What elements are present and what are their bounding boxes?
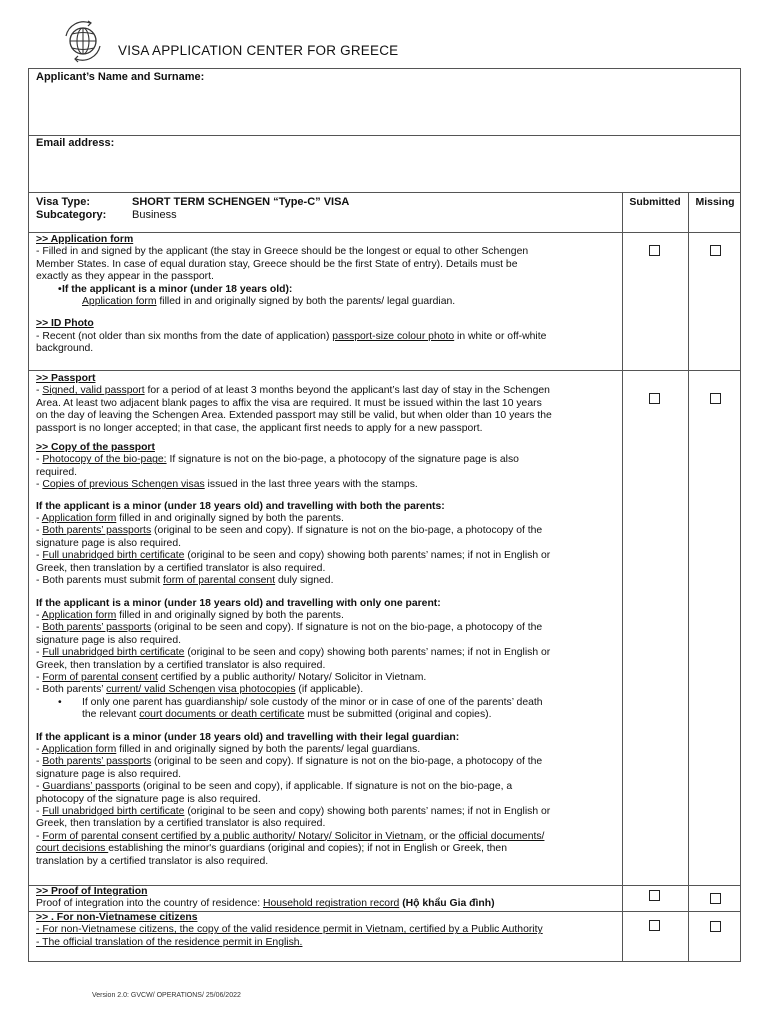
inline-link: Guardians’ passports bbox=[42, 781, 141, 793]
inline-link: passport-size colour photo bbox=[332, 330, 455, 342]
text-span: (original to be seen and copy), if applicable. If signature is not on the bio-page, a bbox=[140, 781, 513, 793]
passport-section: >> Passport - Signed, valid passport for a period of at least 3 months beyond the applicant’s last day of stay in the Schengen Area. At least two adjacent blank pages to affix the visa are required. It must be issued within the last 10 years on the day of leaving the Schengen Area. Extended passport may still be valid, but when older than 10 years the passport is no longer accepted; in that case, the applicant first needs to apply for a new passport. >> Copy of the passport - Photocopy of the bio-page: If signature is not on the bio-page, a photocopy of the signature page is also required. - Copies of previous Schengen visas issued in the last three years with the stamps. If the applicant is a minor (under 18 years old) and travelling with both the parents: - Application form filled in and originally signed by both the parents. - Both parents’ passports (original to be seen and copy). If signature is not on the bio-page, a photocopy of the signature page is also required. - Full unabridged birth certificate (original to be seen and copy) showing both parents’ names; if not in English or Greek, then translation by a certified translator is also required. - Both parents must submit form of parental consent duly signed. If the applicant is a minor (under 18 years old) and travelling with only one parent: - Application form filled in and originally signed by both the parents. - Both parents’ passports (original to be seen and copy). If signature is not on the bio-page, a photocopy of the signature page is also required. - Full unabridged birth certificate (original to be seen and copy) showing both parents’ names; if not in English or Greek, then translation by a certified translator is also required. - Form of parental consent certified by a public authority/ Notary/ Solicitor in Vietnam. - Both parents’ current/ valid Schengen visa photocopies (if applicable). • If only one parent has guardianship/ sole custody of the minor or in case of one of the parents’ death the relevant court documents or death certificate must be submitted (original and copies). If the applicant is a minor (under 18 years old) and travelling with their legal guardian: - Application form filled in and originally signed by both the parents/ legal guardians. - Both parents’ passports (original to be seen and copy). If signature is not on the bio-page, a photocopy of the signature page is also required. - Guardians’ passports (original to be seen and copy), if applicable. If signature is not on the bio-page, a photocopy of the signature page is also required. - Full unabridged birth certificate (original to be seen and copy) showing both parents’ names; if not in English or Greek, then translation by a certified translator is also required. - Form of parental consent certified by a public authority/ Notary/ Solicitor in Vietnam, or the official documents/ court decisions establishing the minor's guardians (original and copies); if not in English or Greek, then translation by a certified translator is also required. bbox=[36, 373, 616, 868]
text-span: - Both parents’ bbox=[36, 684, 107, 696]
non-vietnamese-section bbox=[36, 912, 621, 949]
text-span: filled in and originally signed by both the parents/ legal guardians. bbox=[116, 743, 421, 755]
text-line: Greek, then translation by a certified translator is also required. bbox=[36, 659, 326, 671]
inline-link: Both parents’ passports bbox=[42, 622, 152, 634]
text-line: required. bbox=[36, 466, 78, 478]
inline-link: Form of parental consent bbox=[42, 671, 158, 683]
integration-section bbox=[36, 886, 621, 911]
divider bbox=[28, 232, 741, 233]
inline-link: Application form bbox=[41, 609, 117, 621]
subcategory-label: Subcategory: bbox=[36, 209, 107, 221]
text-span: duly signed. bbox=[275, 575, 334, 587]
application-form-section bbox=[36, 234, 616, 356]
text-line: translation by a certified translator is also required. bbox=[36, 855, 269, 867]
text-line: - The official translation of the residence permit in English. bbox=[36, 936, 303, 948]
page-title: VISA APPLICATION CENTER FOR GREECE bbox=[118, 43, 399, 58]
column-divider bbox=[688, 192, 689, 962]
inline-link: Full unabridged birth certificate bbox=[42, 806, 185, 817]
inline-link: Application form bbox=[41, 513, 117, 525]
text-line: Greek, then translation by a certified translator is also required. bbox=[36, 562, 326, 574]
text-span: (original to be seen and copy). If signature is not on the bio-page, a photocopy of the bbox=[151, 525, 543, 537]
subsection-heading: If the applicant is a minor (under 18 years old) and travelling with only one parent: bbox=[36, 597, 441, 609]
section-heading: >> . For non-Vietnamese citizens bbox=[36, 912, 198, 923]
text-span: for a period of at least 3 months beyond the applicant’s last day of stay in the Schengen bbox=[144, 385, 550, 397]
text-span: in white or off-white bbox=[454, 330, 547, 342]
name-label: Applicant’s Name and Surname: bbox=[36, 71, 205, 83]
inline-link: court documents or death certificate bbox=[139, 709, 305, 721]
text-line: Member States. In case of equal duration stay, Greece should be the first State of entry). Details must be bbox=[36, 258, 518, 270]
text-line: passport is no longer accepted; in that case, the applicant first needs to apply for a new passport. bbox=[36, 422, 483, 434]
inline-link: Both parents’ passports bbox=[42, 525, 152, 537]
text-span: - bbox=[36, 454, 43, 466]
divider bbox=[28, 135, 741, 136]
text-line: Area. At least two adjacent blank pages to affix the visa are required. It must be issued within the last 10 years bbox=[36, 397, 542, 409]
visa-type-value: SHORT TERM SCHENGEN “Type-C” VISA bbox=[132, 196, 350, 208]
text-span: (original to be seen and copy). If signature is not on the bio-page, a photocopy of the bbox=[151, 622, 543, 634]
inline-link: form of parental consent bbox=[163, 575, 276, 587]
text-span: If signature is not on the bio-page, a photocopy of the signature page is also bbox=[166, 454, 519, 466]
submitted-checkbox[interactable] bbox=[649, 890, 660, 901]
inline-link: Full unabridged birth certificate bbox=[42, 647, 185, 659]
section-heading: >> Passport bbox=[36, 373, 96, 384]
text-span: filled in and originally signed by both the parents. bbox=[116, 513, 344, 525]
text-span: (original to be seen and copy) showing both parents’ names; if not in English or bbox=[184, 550, 551, 562]
visa-type-label: Visa Type: bbox=[36, 196, 91, 208]
missing-checkbox[interactable] bbox=[710, 893, 721, 904]
text-line: - For non-Vietnamese citizens, the copy of the valid residence permit in Vietnam, certified by a Public Authority bbox=[36, 924, 543, 936]
bullet-item: • If the applicant is a minor (under 18 years old): bbox=[36, 284, 616, 296]
email-label: Email address: bbox=[36, 137, 115, 149]
subsection-heading: If the applicant is a minor (under 18 years old) and travelling with both the parents: bbox=[36, 500, 445, 512]
text-span: Proof of integration into the country of residence: bbox=[36, 898, 263, 910]
text-line: signature page is also required. bbox=[36, 537, 181, 549]
globe-with-arrows-icon bbox=[60, 18, 106, 64]
text-span: (original to be seen and copy) showing both parents’ names; if not in English or bbox=[184, 647, 551, 659]
text-span: - Both parents must submit bbox=[36, 575, 164, 587]
submitted-checkbox[interactable] bbox=[649, 245, 660, 256]
missing-checkbox[interactable] bbox=[710, 245, 721, 256]
divider bbox=[28, 192, 741, 193]
column-divider bbox=[622, 192, 623, 962]
submitted-checkbox[interactable] bbox=[649, 920, 660, 931]
text-span: (Hộ khẩu Gia đình) bbox=[399, 898, 495, 910]
inline-link: Household registration record bbox=[263, 898, 400, 910]
section-heading: >> Application form bbox=[36, 234, 134, 245]
text-span: , or the bbox=[423, 830, 459, 842]
section-heading: >> ID Photo bbox=[36, 318, 94, 330]
text-line: Greek, then translation by a certified translator is also required. bbox=[36, 818, 326, 830]
text-span: filled in and originally signed by both the parents. bbox=[116, 609, 344, 621]
section-heading: >> Copy of the passport bbox=[36, 442, 155, 454]
subcategory-value: Business bbox=[132, 209, 177, 221]
text-line: exactly as they appear in the passport. bbox=[36, 271, 214, 283]
text-span: certified by a public authority/ Notary/ Solicitor in Vietnam. bbox=[157, 671, 427, 683]
inline-link: Signed, valid passport bbox=[42, 385, 145, 397]
text-span: establishing the minor's guardians (original and copies); if not in English or Greek, then bbox=[108, 843, 507, 855]
inline-link: Copies of previous Schengen visas bbox=[42, 479, 205, 491]
text-line: on the day of leaving the Schengen Area. Extended passport may still be valid, but when older than 10 years the bbox=[36, 410, 552, 422]
inline-link: Both parents’ passports bbox=[42, 756, 152, 768]
submitted-checkbox[interactable] bbox=[649, 393, 660, 404]
text-line: signature page is also required. bbox=[36, 768, 181, 780]
inline-link: current/ valid Schengen visa photocopies bbox=[106, 684, 296, 696]
missing-column-header: Missing bbox=[695, 196, 735, 208]
text-span: (if applicable). bbox=[295, 684, 364, 696]
text-span: - bbox=[36, 385, 43, 397]
section-heading: >> Proof of Integration bbox=[36, 886, 148, 897]
divider bbox=[28, 370, 741, 371]
missing-checkbox[interactable] bbox=[710, 921, 721, 932]
text-line: signature page is also required. bbox=[36, 634, 181, 646]
submitted-column-header: Submitted bbox=[629, 196, 681, 208]
subsection-heading: If the applicant is a minor (under 18 years old) and travelling with their legal guardian: bbox=[36, 731, 460, 743]
text-span: filled in and originally signed by both the parents/ legal guardian. bbox=[156, 296, 456, 308]
text-span: (original to be seen and copy). If signature is not on the bio-page, a photocopy of the bbox=[151, 756, 543, 768]
bullet-item: • If only one parent has guardianship/ sole custody of the minor or in case of one of the parents’ death bbox=[36, 697, 616, 709]
inline-link: Full unabridged birth certificate bbox=[42, 550, 185, 562]
inline-link: court decisions bbox=[36, 843, 109, 855]
text-line: - Filled in and signed by the applicant (the stay in Greece should be the longest or equal to other Schengen bbox=[36, 246, 529, 258]
missing-checkbox[interactable] bbox=[710, 393, 721, 404]
inline-link: official documents/ bbox=[458, 830, 545, 842]
inline-link: Form of parental consent certified by a public authority/ Notary/ Solicitor in Vietnam bbox=[42, 830, 424, 842]
inline-link: Application form bbox=[82, 296, 157, 308]
text-line: photocopy of the signature page is also required. bbox=[36, 793, 261, 805]
inline-link: Photocopy of the bio-page: bbox=[42, 454, 167, 466]
text-line: background. bbox=[36, 343, 94, 355]
text-span: - Recent (not older than six months from the date of application) bbox=[36, 330, 333, 342]
text-span: the relevant bbox=[82, 709, 140, 721]
text-span: issued in the last three years with the stamps. bbox=[204, 479, 418, 491]
text-span: - bbox=[36, 479, 43, 491]
text-span: (original to be seen and copy) showing both parents’ names; if not in English or bbox=[184, 806, 551, 817]
inline-link: Application form bbox=[41, 743, 117, 755]
version-footer: Version 2.0: GVCW/ OPERATIONS/ 25/06/2022 bbox=[92, 992, 241, 999]
text-span: must be submitted (original and copies). bbox=[304, 709, 492, 721]
